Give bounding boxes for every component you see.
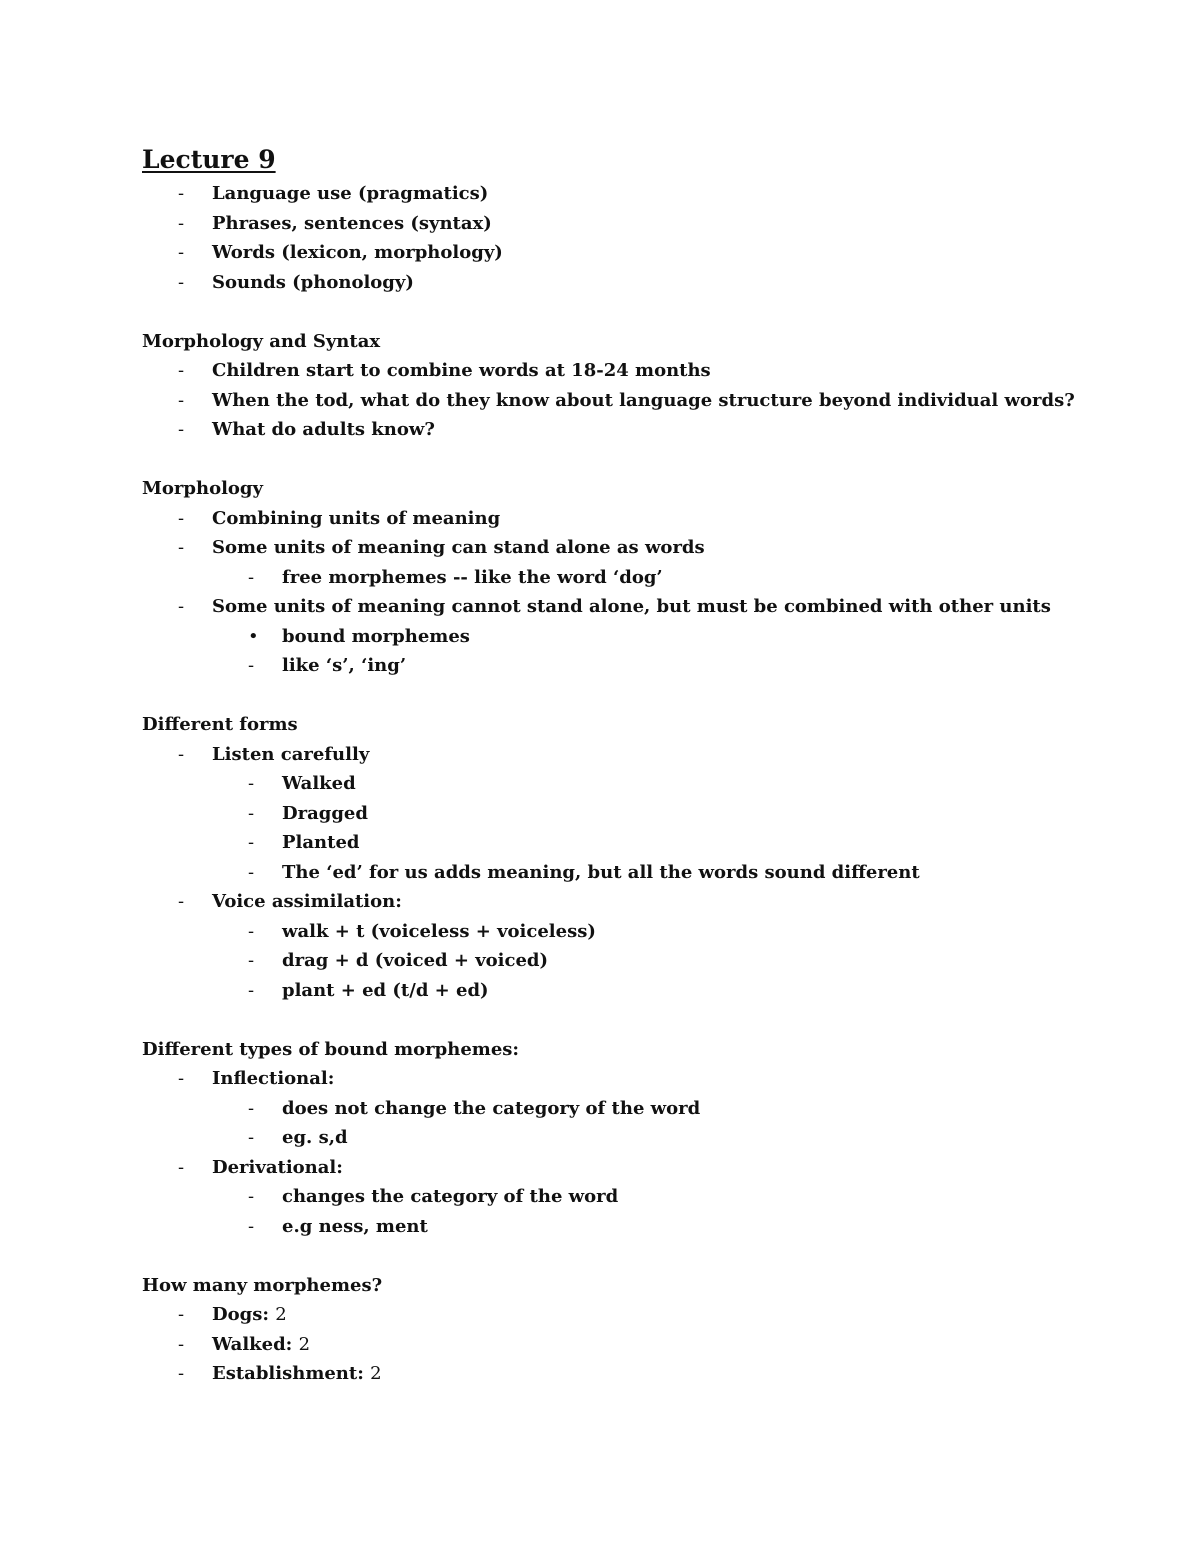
dash-bullet: -: [248, 979, 255, 1001]
dash-bullet: -: [248, 655, 255, 676]
dash-bullet: -: [178, 743, 185, 765]
section-heading: Morphology and Syntax: [142, 330, 381, 352]
list-item: - What do adults know?: [142, 415, 1142, 445]
sub-list-item: - e.g ness, ment: [212, 1212, 1142, 1242]
dash-bullet: -: [178, 891, 185, 912]
sub-list: [212, 563, 1142, 593]
sub-list-item: - The ‘ed’ for us adds meaning, but all the words sound different: [212, 858, 1142, 888]
list-item: [142, 1359, 1142, 1389]
sub-list-item: - changes the category of the word: [212, 1182, 1142, 1212]
dash-bullet: -: [248, 1097, 255, 1119]
dash-bullet: -: [248, 773, 255, 794]
morphology-syntax-section: [142, 327, 1142, 445]
list-item: - Combining units of meaning: [142, 504, 1142, 534]
morphology-list: [142, 504, 1142, 681]
dash-bullet: -: [178, 507, 185, 529]
dash-bullet: -: [178, 242, 185, 263]
word-label: Walked:: [212, 1333, 293, 1355]
dash-bullet: -: [178, 183, 185, 204]
sub-list-item: - free morphemes -- like the word ‘dog’: [212, 563, 1142, 593]
word-label: Dogs:: [212, 1304, 269, 1325]
how-many-morphemes-list: [142, 1300, 1142, 1389]
intro-list: [142, 179, 1142, 297]
word-label: Establishment:: [212, 1363, 364, 1384]
sub-list: [212, 917, 1142, 1006]
morphology-section: [142, 474, 1142, 681]
sub-list-item: - eg. s,d: [212, 1123, 1142, 1153]
dot-bullet: •: [248, 625, 259, 647]
dash-bullet: -: [248, 1215, 255, 1237]
sub-list: [212, 769, 1142, 887]
list-item: [142, 1330, 1142, 1360]
dash-bullet: -: [248, 950, 255, 971]
dash-bullet: -: [178, 271, 185, 293]
section-heading: How many morphemes?: [142, 1274, 383, 1296]
list-item: - Some units of meaning cannot stand alone, but must be combined with other units • bound morphemes - like ‘s’, ‘ing’: [142, 592, 1142, 681]
dash-bullet: -: [248, 802, 255, 824]
dash-bullet: -: [178, 212, 185, 234]
morpheme-count: 2: [275, 1304, 287, 1325]
list-item: - Listen carefully - Walked - Dragged - Planted - The ‘ed’ for us adds meaning, but all the words sound different: [142, 740, 1142, 888]
intro-section: [142, 179, 1142, 297]
dash-bullet: -: [248, 566, 255, 588]
sub-list: [212, 622, 1142, 681]
morpheme-count: 2: [370, 1363, 382, 1384]
list-item: - Inflectional: - does not change the category of the word - eg. s,d: [142, 1064, 1142, 1153]
document-page: [142, 144, 1142, 1418]
list-item: - Words (lexicon, morphology): [142, 238, 1142, 268]
sub-list-item: - walk + t (voiceless + voiceless): [212, 917, 1142, 947]
list-item: - Derivational: - changes the category of the word - e.g ness, ment: [142, 1153, 1142, 1242]
dash-bullet: -: [248, 1127, 255, 1148]
dash-bullet: -: [178, 1363, 185, 1384]
section-heading: Different types of bound morphemes:: [142, 1038, 520, 1060]
dash-bullet: -: [178, 360, 185, 381]
section-heading: Different forms: [142, 714, 298, 735]
dash-bullet: -: [178, 1333, 185, 1355]
dash-bullet: -: [178, 1304, 185, 1325]
bound-morpheme-types-list: [142, 1064, 1142, 1241]
dash-bullet: -: [248, 920, 255, 942]
list-item: - Some units of meaning can stand alone as words - free morphemes -- like the word ‘dog’: [142, 533, 1142, 592]
sub-list-item: - like ‘s’, ‘ing’: [212, 651, 1142, 681]
different-forms-list: [142, 740, 1142, 1006]
list-item: - Voice assimilation: - walk + t (voiceless + voiceless) - drag + d (voiced + voiced) - plant + ed (t/d + ed): [142, 887, 1142, 1005]
dash-bullet: -: [178, 389, 185, 411]
page-title: Lecture 9: [142, 145, 276, 174]
sub-list-item: - does not change the category of the word: [212, 1094, 1142, 1124]
dash-bullet: -: [248, 832, 255, 853]
sub-list: [212, 1182, 1142, 1241]
section-heading: Morphology: [142, 478, 263, 499]
dash-bullet: -: [178, 1068, 185, 1089]
dash-bullet: -: [178, 419, 185, 440]
sub-list: [212, 1094, 1142, 1153]
different-forms-section: [142, 710, 1142, 1005]
list-item: - Children start to combine words at 18-24 months: [142, 356, 1142, 386]
dash-bullet: -: [248, 861, 255, 883]
dash-bullet: -: [178, 1156, 185, 1178]
list-item: [142, 1300, 1142, 1330]
dash-bullet: -: [248, 1186, 255, 1207]
sub-list-item: - drag + d (voiced + voiced): [212, 946, 1142, 976]
sub-list-item: - Planted: [212, 828, 1142, 858]
sub-list-item: - plant + ed (t/d + ed): [212, 976, 1142, 1006]
bound-morpheme-types-section: [142, 1035, 1142, 1242]
list-item: - Language use (pragmatics): [142, 179, 1142, 209]
dash-bullet: -: [178, 537, 185, 558]
list-item: - Sounds (phonology): [142, 268, 1142, 298]
morphology-syntax-list: [142, 356, 1142, 445]
morpheme-count: 2: [298, 1333, 311, 1355]
sub-list-item: • bound morphemes: [212, 622, 1142, 652]
list-item: - When the tod, what do they know about language structure beyond individual words?: [142, 386, 1142, 416]
how-many-morphemes-section: [142, 1271, 1142, 1389]
dash-bullet: -: [178, 596, 185, 617]
sub-list-item: - Walked: [212, 769, 1142, 799]
list-item: - Phrases, sentences (syntax): [142, 209, 1142, 239]
sub-list-item: - Dragged: [212, 799, 1142, 829]
